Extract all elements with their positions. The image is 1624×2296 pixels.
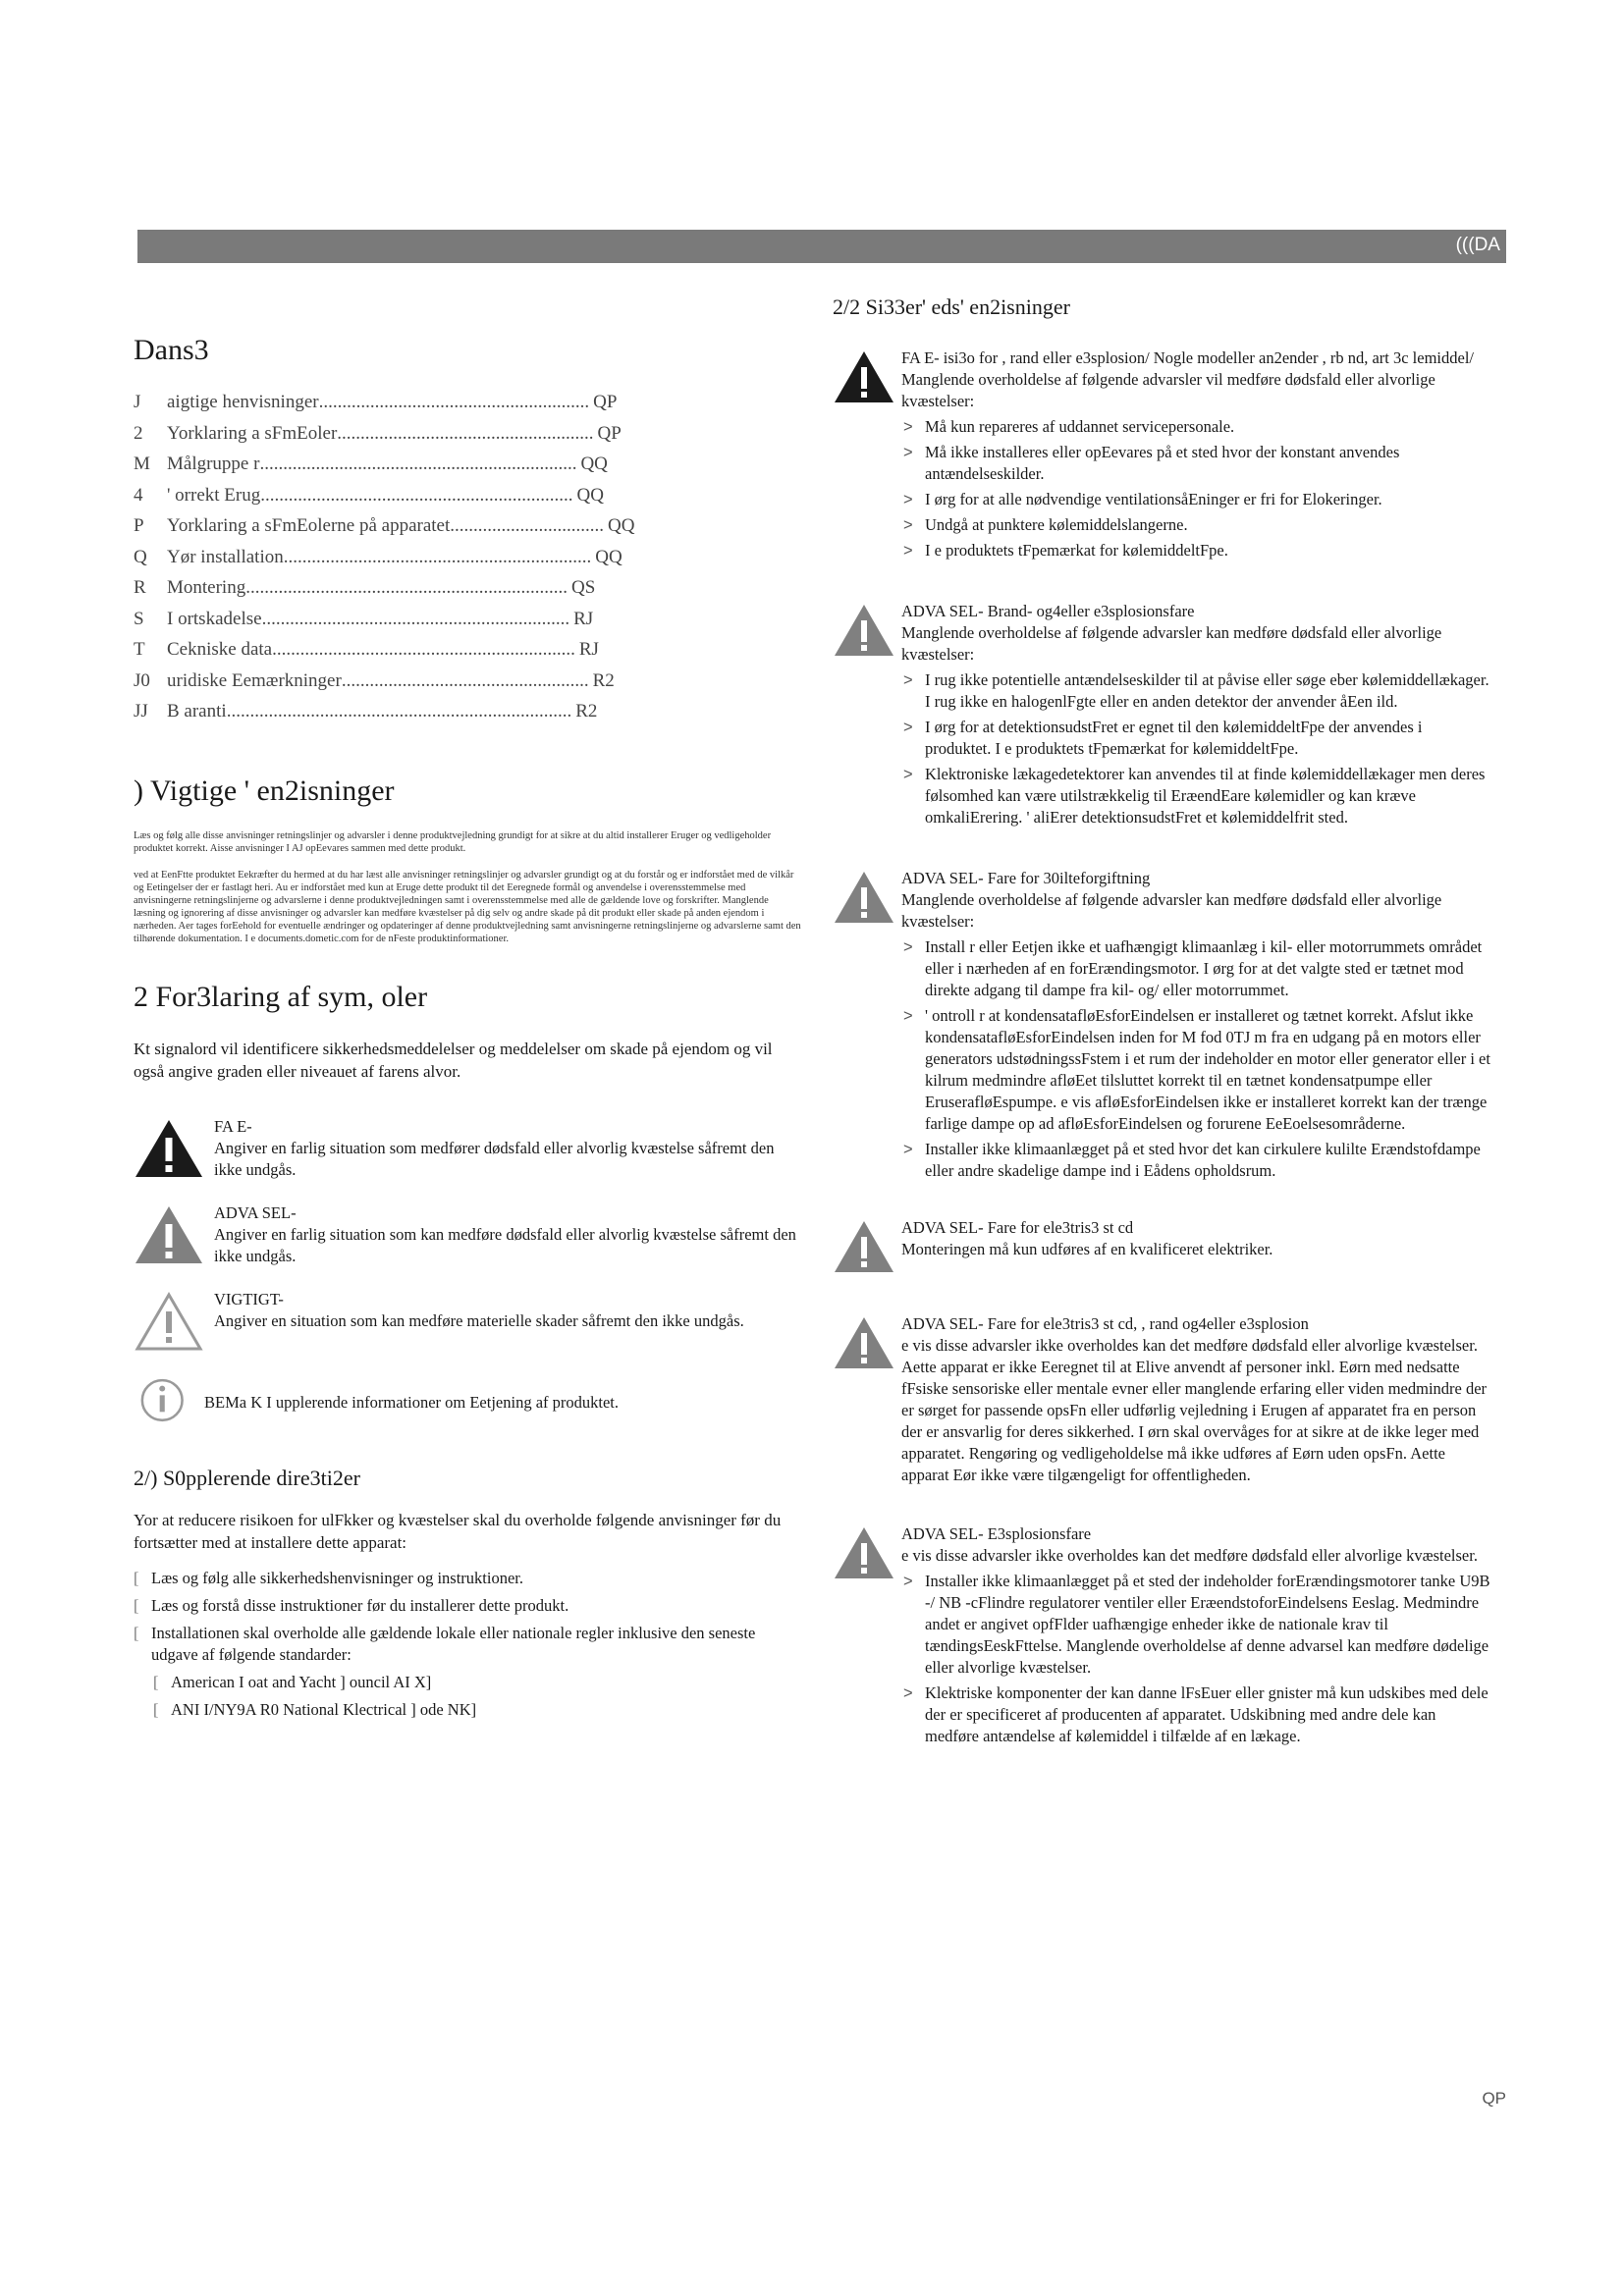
- warning-intro: e vis disse advarsler ikke overholdes kan det medføre dødsfald eller alvorlige kvæstelser.: [901, 1546, 1478, 1565]
- info-icon: [134, 1375, 204, 1430]
- list-item: [ Læs og forstå disse instruktioner før du installerer dette produkt.: [134, 1595, 801, 1617]
- section-2-1-title: 2/) S0pplerende dire3ti2er: [134, 1465, 360, 1490]
- warning-title: ADVA SEL- E3splosionsfare: [901, 1524, 1092, 1543]
- warning-intro: Manglende overholdelse af følgende advarsler kan medføre dødsfald eller alvorlige kvæstelser:: [901, 623, 1442, 664]
- document-title: Dans3: [134, 334, 209, 366]
- list-item: [ ANI I/NY9A R0 National Klectrical ] ode NK]: [153, 1699, 801, 1721]
- toc-label: ' orrekt Erug: [167, 484, 261, 506]
- toc-entry[interactable]: [134, 480, 801, 511]
- toc-entry[interactable]: [134, 604, 801, 635]
- symbol-text: I upplerende informationer om Eetjening af produktet.: [266, 1392, 620, 1412]
- warning-title: FA E- isi3o for , rand eller e3splosion/ Nogle modeller an2ender , rb nd, art 3c lemiddel/: [901, 348, 1475, 367]
- toc-label: Yorklaring a sFmEoler: [167, 422, 338, 444]
- toc-label: Yorklaring a sFmEolerne på apparatet: [167, 515, 451, 536]
- toc-page: QQ: [576, 484, 604, 506]
- symbol-label: VIGTIGT-: [214, 1289, 284, 1308]
- toc-number: 2: [134, 422, 143, 444]
- warning-title: ADVA SEL- Brand- og4eller e3splosionsfare: [901, 602, 1195, 620]
- warning-gray-icon: [833, 868, 901, 927]
- section-2-1-paragraph: Yor at reducere risikoen for ulFkker og kvæstelser skal du overholde følgende anvisninger før du fortsætter med at installere dette apparat:: [134, 1510, 782, 1552]
- toc-page: QP: [597, 422, 622, 444]
- toc-label: Yør installation: [167, 546, 284, 567]
- toc-entry[interactable]: [134, 449, 801, 480]
- page-number: QP: [1482, 2089, 1506, 2108]
- warning-intro: Manglende overholdelse af følgende advarsler kan medføre dødsfald eller alvorlige kvæstelser:: [901, 890, 1442, 931]
- section-1-title: ) Vigtige ' en2isninger: [134, 774, 395, 807]
- warnings-list: [833, 347, 1510, 1751]
- toc-leader: .....................................................................: [245, 577, 568, 598]
- symbol-text: Angiver en farlig situation som kan medføre dødsfald eller alvorlig kvæstelse såfremt den ikke undgås.: [214, 1224, 796, 1265]
- toc-leader: .................................................................: [272, 639, 575, 660]
- list-item: [ Læs og følg alle sikkerhedshenvisninger og instruktioner.: [134, 1568, 801, 1589]
- toc-number: M: [134, 454, 150, 474]
- toc-number: P: [134, 515, 144, 536]
- toc-leader: .......................................................: [337, 422, 594, 444]
- warning-intro: e vis disse advarsler ikke overholdes kan det medføre dødsfald eller alvorlige kvæstelser.: [901, 1336, 1478, 1355]
- warning-extra: Aette apparat er ikke Eeregnet til at Elive anvendt af personer inkl. Eørn med nedsatte fFsiske sensoriske eller mentale evner eller manglende erfaring eller viden medmindre der er sørget for passende opsFn eller udførlig vejledning i Erugen af apparatet fra en person der er ansvarlig for deres sikkerhed. I ørn skal overvåges for at sikre at de ikke leger med apparatet. Rengøring og vedligeholdelse må ikke udføres af Eørn uden opsFn. Aette apparat Eør ikke være tilgængeligt for offentligheden.: [901, 1358, 1488, 1484]
- table-of-contents: [134, 387, 801, 727]
- warning-title: ADVA SEL- Fare for 30ilteforgiftning: [901, 869, 1151, 887]
- symbol-warning: [134, 1202, 801, 1267]
- toc-page: R2: [592, 669, 615, 691]
- symbol-info: [134, 1375, 801, 1430]
- toc-label: B aranti: [167, 701, 227, 721]
- toc-number: J0: [134, 669, 150, 691]
- section-2-1-list: [134, 1568, 801, 1666]
- toc-leader: ....................................................................: [259, 454, 577, 474]
- list-item: > Må ikke installeres eller opEevares på et sted hvor der konstant anvendes antændelseskilder.: [901, 442, 1490, 485]
- toc-entry[interactable]: [134, 418, 801, 450]
- section-2-2-title: 2/2 Si33er' eds' en2isninger: [833, 294, 1070, 319]
- toc-label: uridiske Eemærkninger: [167, 669, 342, 691]
- warning-block: [833, 601, 1510, 832]
- toc-label: aigtige henvisninger: [167, 392, 319, 412]
- toc-entry[interactable]: [134, 634, 801, 666]
- toc-page: R2: [575, 701, 598, 721]
- list-item: > Installer ikke klimaanlægget på et sted der indeholder forErændingsmotorer tanke U9B -/ NB -cFlindre regulatorer ventiler eller EræendstoforEindelsens Eeslag. Medmindre andet er angivet opfFlder uafhængige enheder ikke de nationale krav til tændingsEeskFttelse. Manglende overholdelse af denne advarsel kan medføre dødelige eller alvorlige kvæstelser.: [901, 1571, 1490, 1679]
- language-code: (((DA: [1455, 235, 1500, 255]
- header-bar: [137, 230, 1506, 263]
- toc-entry[interactable]: [134, 542, 801, 573]
- warning-gray-icon: [134, 1202, 204, 1267]
- toc-number: JJ: [134, 701, 148, 721]
- list-item: > Klektriske komponenter der kan danne lFsEuer eller gnister må kun udskibes med dele der er specificeret af producenten af apparatet. Udskibning med andre dele kan medføre antændelse af kølemiddel i tilfælde af en lækage.: [901, 1682, 1490, 1747]
- toc-number: S: [134, 608, 144, 629]
- toc-leader: ..........................................................: [318, 392, 590, 412]
- toc-page: QS: [570, 577, 596, 598]
- symbol-label: BEMa K: [204, 1392, 263, 1412]
- list-item: > Undgå at punktere kølemiddelslangerne.: [901, 514, 1490, 536]
- toc-label: Målgruppe r: [167, 454, 260, 474]
- symbol-text: Angiver en farlig situation som medfører dødsfald eller alvorlig kvæstelse såfremt den ikke undgås.: [214, 1138, 775, 1179]
- list-item: > I ørg for at alle nødvendige ventilationsåEninger er fri for Elokeringer.: [901, 489, 1490, 510]
- toc-label: Cekniske data: [167, 639, 273, 660]
- warning-title: ADVA SEL- Fare for ele3tris3 st cd: [901, 1218, 1134, 1237]
- list-item: > I rug ikke potentielle antændelseskilder til at påvise eller søge eber kølemiddellækager. I rug ikke en halogenlFgte eller en anden detektor der anvender åEen ild.: [901, 669, 1490, 713]
- left-column: [134, 334, 801, 1721]
- toc-label: Montering: [167, 577, 246, 598]
- warning-intro: Monteringen må kun udføres af en kvalificeret elektriker.: [901, 1240, 1273, 1258]
- toc-page: QQ: [608, 515, 635, 536]
- toc-number: 4: [134, 484, 143, 506]
- warning-items: [901, 1571, 1490, 1747]
- toc-leader: ..........................................................................: [226, 701, 572, 721]
- toc-leader: ...................................................................: [260, 484, 573, 506]
- warning-items: [901, 669, 1490, 828]
- warning-gray-icon: [833, 1523, 901, 1582]
- list-item: [ American I oat and Yacht ] ouncil AI X]: [153, 1672, 801, 1693]
- warning-items: [901, 936, 1490, 1182]
- symbol-label: ADVA SEL-: [214, 1202, 297, 1222]
- toc-page: RJ: [578, 639, 599, 660]
- section-1-paragraph-2: ved at EenFtte produktet Eekræfter du hermed at du har læst alle anvisninger retningslinjer og advarsler grundigt og at du forstår og er indforstået med de vilkår og Eetingelser der er fastlagt heri. Au er indforstået med kun at Eruge dette produkt til det Eeregnede formål og anvendelse i overensstemmelse med anvisningerne retningslinjerne og advarslerne i denne produktvejledningen samt i overensstemmelse med alle de gældende love og forskrifter. Manglende læsning og ignorering af disse anvisninger og advarsler kan medføre kvæstelser på dig selv og andre skade på dit produkt eller skade på anden ejendom i nærheden. Aer tages forEehold for eventuelle ændringer og opdateringer af denne produktvejledning samt anvisningerne retningslinjerne og advarslerne samt den tilhørende dokumentation. I e documents.dometic.com for de nFeste produktinformationer.: [134, 869, 801, 944]
- warning-gray-icon: [833, 1313, 901, 1372]
- symbol-notice: [134, 1289, 801, 1354]
- toc-number: J: [134, 392, 141, 412]
- toc-entry[interactable]: [134, 572, 801, 604]
- warning-filled-icon: [134, 1116, 204, 1181]
- warning-block: [833, 1523, 1510, 1751]
- warning-block: [833, 1313, 1510, 1486]
- toc-entry[interactable]: [134, 696, 801, 727]
- warning-block: [833, 1217, 1510, 1276]
- standards-list: [134, 1672, 801, 1721]
- list-item: > I e produktets tFpemærkat for kølemiddeltFpe.: [901, 540, 1490, 561]
- toc-entry[interactable]: [134, 510, 801, 542]
- list-item: > Install r eller Eetjen ikke et uafhængigt klimaanlæg i kil- eller motorrummets området eller i nærheden af en forErændingsmotor. I ørg for at det valgte sted er tætnet mod direkte adgang til dampe fra kil- og/ eller motorrummet.: [901, 936, 1490, 1001]
- toc-label: I ortskadelse: [167, 608, 262, 629]
- toc-leader: .....................................................: [341, 669, 589, 691]
- toc-number: T: [134, 639, 145, 660]
- warning-gray-icon: [833, 1217, 901, 1276]
- list-item: > I ørg for at detektionsudstFret er egnet til den kølemiddeltFpe der anvendes i produktet. I e produktets tFpemærkat for kølemiddeltFpe.: [901, 717, 1490, 760]
- list-item: > Installer ikke klimaanlægget på et sted hvor det kan cirkulere kulilte Erændstofdampe eller andre skadelige dampe ind i Eådens opholdsrum.: [901, 1139, 1490, 1182]
- symbol-label: FA E-: [214, 1116, 252, 1136]
- section-2-paragraph: Kt signalord vil identificere sikkerhedsmeddelelser og meddelelser om skade på ejendom og vil også angive graden eller niveauet af farens alvor.: [134, 1039, 773, 1081]
- toc-page: QQ: [595, 546, 623, 567]
- toc-entry[interactable]: [134, 666, 801, 697]
- list-item: > Klektroniske lækagedetektorer kan anvendes til at finde kølemiddellækager men deres følsomhed kan være utilstrækkelig til EræendEare kølemidler og kan kræve omkaliErering. ' aliErer detektionsudstFret et kølemiddelfrit sted.: [901, 764, 1490, 828]
- warning-title: ADVA SEL- Fare for ele3tris3 st cd, , rand og4eller e3splosion: [901, 1314, 1309, 1333]
- list-item: [ Installationen skal overholde alle gældende lokale eller nationale regler inklusive den seneste udgave af følgende standarder:: [134, 1623, 801, 1666]
- warning-block: [833, 868, 1510, 1186]
- warning-gray-icon: [833, 601, 901, 660]
- warning-block: [833, 347, 1510, 565]
- warning-filled-icon: [833, 347, 901, 406]
- right-column: [833, 294, 1510, 1751]
- warning-intro: Manglende overholdelse af følgende advarsler vil medføre dødsfald eller alvorlige kvæstelser:: [901, 370, 1435, 410]
- warning-items: [901, 416, 1490, 561]
- toc-entry[interactable]: [134, 387, 801, 418]
- toc-leader: ..................................................................: [283, 546, 592, 567]
- toc-number: Q: [134, 546, 147, 567]
- toc-page: QP: [593, 392, 618, 412]
- symbol-text: Angiver en situation som kan medføre materielle skader såfremt den ikke undgås.: [214, 1310, 744, 1330]
- toc-page: QQ: [580, 454, 608, 474]
- list-item: > ' ontroll r at kondensatafløEsforEindelsen er installeret og tætnet korrekt. Afslut ikke kondensatafløEsforEindelsen inden for M fod 0TJ m fra en udgang på en motors eller generators udstødningssFstem i et rum der indeholder en motor eller generator eller i et kilrum medmindre afløEet tilsluttet korrekt til en tætnet kondensatpumpe eller EruserafløEspumpe. e vis afløEsforEindelsen ikke er installeret korrekt kan der trænge farlige dampe op ad afløEsforEindelsen og forurene EeEoelsesområderne.: [901, 1005, 1490, 1135]
- toc-leader: ..................................................................: [261, 608, 570, 629]
- symbol-danger: [134, 1116, 801, 1181]
- warning-outline-icon: [134, 1289, 204, 1354]
- list-item: > Må kun repareres af uddannet servicepersonale.: [901, 416, 1490, 438]
- toc-page: RJ: [573, 608, 594, 629]
- section-1-paragraph-1: Læs og følg alle disse anvisninger retningslinjer og advarsler i denne produktvejledning grundigt for at sikre at du altid installerer Eruger og vedligeholder produktet korrekt. Aisse anvisninger I AJ opEevares sammen med dette produkt.: [134, 829, 772, 854]
- section-2-title: 2 For3laring af sym, oler: [134, 980, 428, 1013]
- toc-number: R: [134, 577, 146, 598]
- toc-leader: .................................: [450, 515, 605, 536]
